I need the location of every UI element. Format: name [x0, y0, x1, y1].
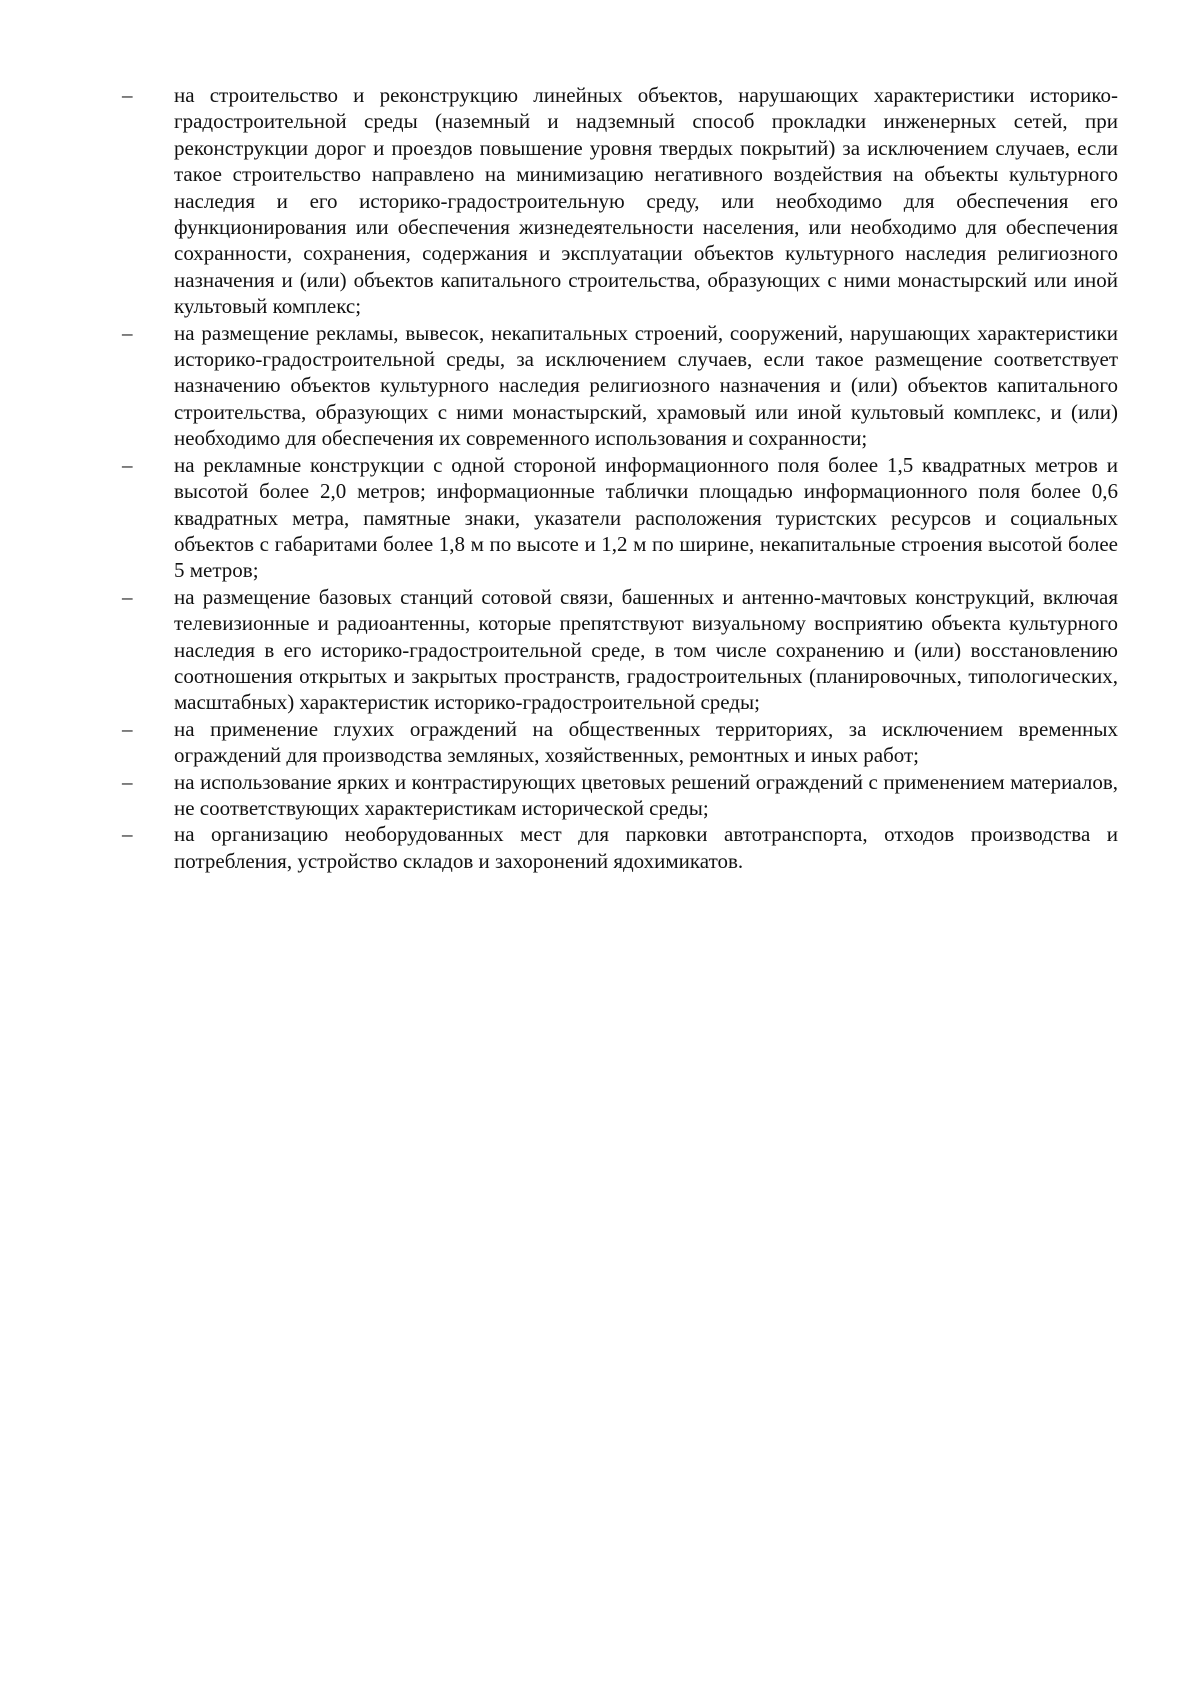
list-dash: –: [122, 584, 133, 609]
list-dash: –: [122, 716, 133, 741]
list-item-text: на применение глухих ограждений на общественных территориях, за исключением временных ограждений для производства земляных, хозяйственных, ремонтных и иных работ;: [174, 716, 1118, 768]
list-item-text: на использование ярких и контрастирующих цветовых решений ограждений с применением материалов, не соответствующих характеристикам исторической среды;: [174, 769, 1118, 820]
list-item: [122, 716, 1118, 769]
list-dash: –: [122, 822, 133, 847]
list-item: [122, 452, 1118, 584]
restriction-list: [122, 82, 1118, 874]
list-item: [122, 320, 1118, 452]
list-item-text: на строительство и реконструкцию линейных объектов, нарушающих характеристики историко-градостроительной среды (наземный и надземный способ прокладки инженерных сетей, при реконструкции дорог и проездов повышение уровня твердых покрытий) за исключением случаев, если такое строительство направлено на минимизацию негативного воздействия на объекты культурного наследия и его историко-градостроительную среду, или необходимо для обеспечения его функционирования или обеспечения жизнедеятельности населения, или необходимо для обеспечения сохранности, сохранения, содержания и эксплуатации объектов культурного наследия религиозного назначения и (или) объектов капитального строительства, образующих с ними монастырский или иной культовый комплекс;: [174, 83, 1118, 319]
list-item-text: на размещение рекламы, вывесок, некапитальных строений, сооружений, нарушающих характеристики историко-градостроительной среды, за исключением случаев, если такое размещение соответствует назначению объектов культурного наследия религиозного назначения и (или) объектов капитального строительства, образующих с ними монастырский, храмовый или иной культовый комплекс, и (или) необходимо для обеспечения их современного использования и сохранности;: [174, 320, 1118, 451]
list-item: [122, 769, 1118, 822]
list-item-text: на организацию необорудованных мест для парковки автотранспорта, отходов производства и потребления, устройство складов и захоронений ядохимикатов.: [174, 822, 1118, 873]
list-item: [122, 82, 1118, 320]
list-dash: –: [122, 769, 133, 794]
list-dash: –: [122, 83, 133, 107]
list-item: [122, 821, 1118, 874]
list-dash: –: [122, 320, 133, 345]
list-item-text: на размещение базовых станций сотовой связи, башенных и антенно-мачтовых конструкций, включая телевизионные и радиоантенны, которые препятствуют визуальному восприятию объекта культурного наследия в его историко-градостроительной среде, в том числе сохранению и (или) восстановлению соотношения открытых и закрытых пространств, градостроительных (планировочных, типологических, масштабных) характеристик историко-градостроительной среды;: [174, 584, 1118, 715]
list-item-text: на рекламные конструкции с одной стороной информационного поля более 1,5 квадратных метров и высотой более 2,0 метров; информационные таблички площадью информационного поля более 0,6 квадратных метра, памятные знаки, указатели расположения туристских ресурсов и социальных объектов с габаритами более 1,8 м по высоте и 1,2 м по ширине, некапитальные строения высотой более 5 метров;: [174, 452, 1118, 583]
list-item: [122, 584, 1118, 716]
list-dash: –: [122, 452, 133, 477]
